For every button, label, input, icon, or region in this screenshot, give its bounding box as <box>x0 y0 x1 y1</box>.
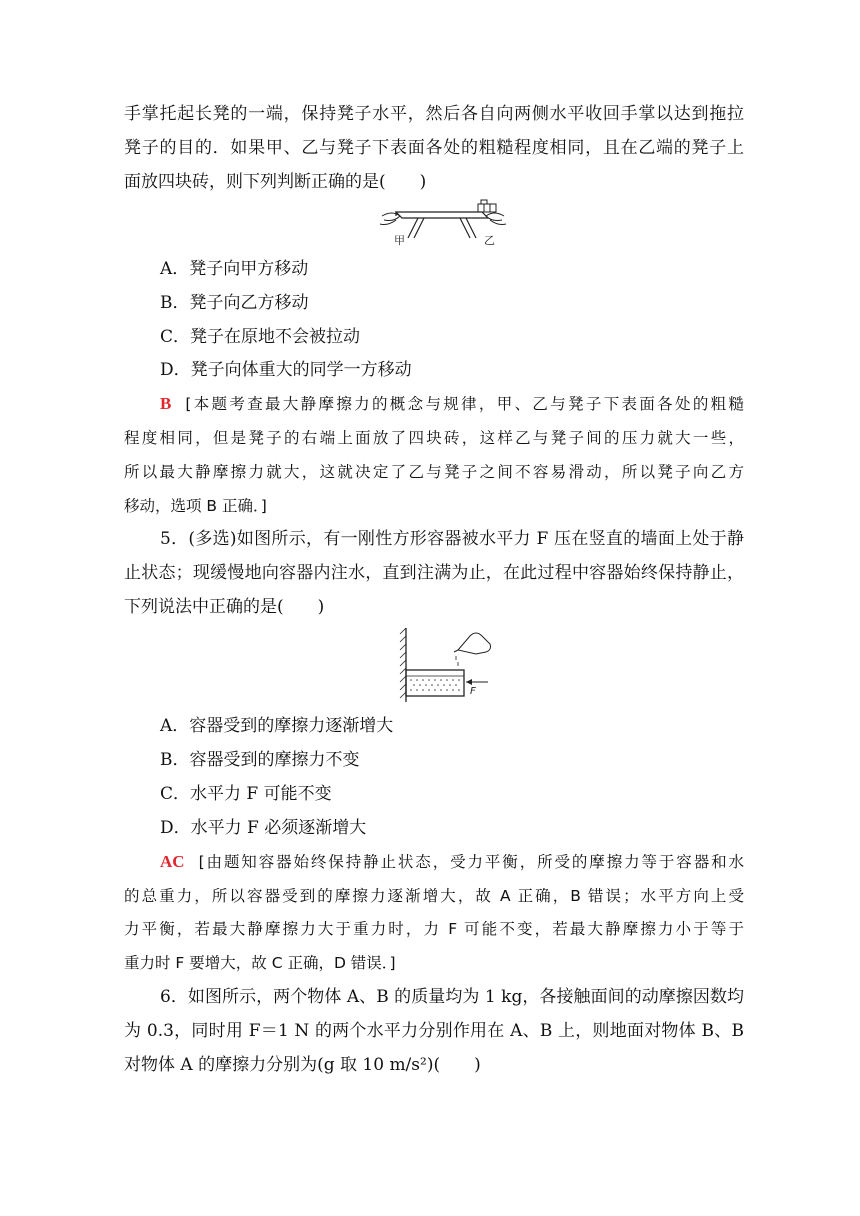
q5-option-d: D．水平力 F 必须逐渐增大 <box>160 818 367 838</box>
q5-option-b: B．容器受到的摩擦力不变 <box>160 750 360 770</box>
q4-answer-key: B <box>160 394 172 413</box>
q5-answer-key: AC <box>160 852 185 871</box>
q5-line-1: 5．(多选)如图所示，有一刚性方形容器被水平力 F 压在竖直的墙面上处于静 <box>160 529 744 549</box>
q6-line-2: 为 0.3，同时用 F＝1 N 的两个水平力分别作用在 A、B 上，则地面对物体 B、B <box>124 1021 744 1041</box>
q4-option-c: C．凳子在原地不会被拉动 <box>160 327 361 347</box>
q4-answer-line-1 <box>160 387 744 421</box>
bench-label-left: 甲 <box>394 234 405 247</box>
force-label: F <box>470 686 476 697</box>
bench-label-right: 乙 <box>484 234 495 247</box>
q6-line-3: 对物体 A 的摩擦力分别为(g 取 10 m/s²)( ) <box>124 1055 481 1075</box>
q5-answer-text-1: [由题知容器始终保持静止状态，受力平衡，所受的摩擦力等于容器和水 <box>198 853 744 871</box>
bench-figure <box>378 198 508 250</box>
q5-answer-line-3: 力平衡，若最大静摩擦力大于重力时，力 F 可能不变，若最大静摩擦力小于等于 <box>124 920 744 938</box>
q4-answer-line-3: 所以最大静摩擦力就大，这就决定了乙与凳子之间不容易滑动，所以凳子向乙方 <box>124 463 744 481</box>
q4-option-a: A．凳子向甲方移动 <box>160 259 309 279</box>
q4-answer-line-4: 移动，选项 B 正确．] <box>124 497 267 515</box>
q5-option-a: A．容器受到的摩擦力逐渐增大 <box>160 716 394 736</box>
q5-answer-line-1 <box>160 845 744 879</box>
q4-option-d: D．凳子向体重大的同学一方移动 <box>160 360 412 380</box>
q4-answer-text-1: [本题考查最大静摩擦力的概念与规律，甲、乙与凳子下表面各处的粗糙 <box>185 395 744 413</box>
q4-option-b: B．凳子向乙方移动 <box>160 293 309 313</box>
q6-line-1: 6．如图所示，两个物体 A、B 的质量均为 1 kg，各接触面间的动摩擦因数均 <box>160 987 744 1007</box>
q4-line-3: 面放四块砖，则下列判断正确的是( ) <box>124 172 427 192</box>
q4-line-1: 手掌托起长凳的一端，保持凳子水平，然后各自向两侧水平收回手掌以达到拖拉 <box>124 104 744 124</box>
q5-line-2: 止状态；现缓慢地向容器内注水，直到注满为止，在此过程中容器始终保持静止， <box>124 563 744 583</box>
container-figure <box>396 626 496 706</box>
q5-answer-line-2: 的总重力，所以容器受到的摩擦力逐渐增大，故 A 正确，B 错误；水平方向上受 <box>124 887 744 905</box>
q5-line-3: 下列说法中正确的是( ) <box>124 597 325 617</box>
q4-line-2: 凳子的目的．如果甲、乙与凳子下表面各处的粗糙程度相同，且在乙端的凳子上 <box>124 138 744 158</box>
q4-answer-line-2: 程度相同，但是凳子的右端上面放了四块砖，这样乙与凳子间的压力就大一些， <box>124 429 744 447</box>
q5-option-c: C．水平力 F 可能不变 <box>160 784 332 804</box>
q5-answer-line-4: 重力时 F 要增大，故 C 正确，D 错误．] <box>124 954 396 972</box>
